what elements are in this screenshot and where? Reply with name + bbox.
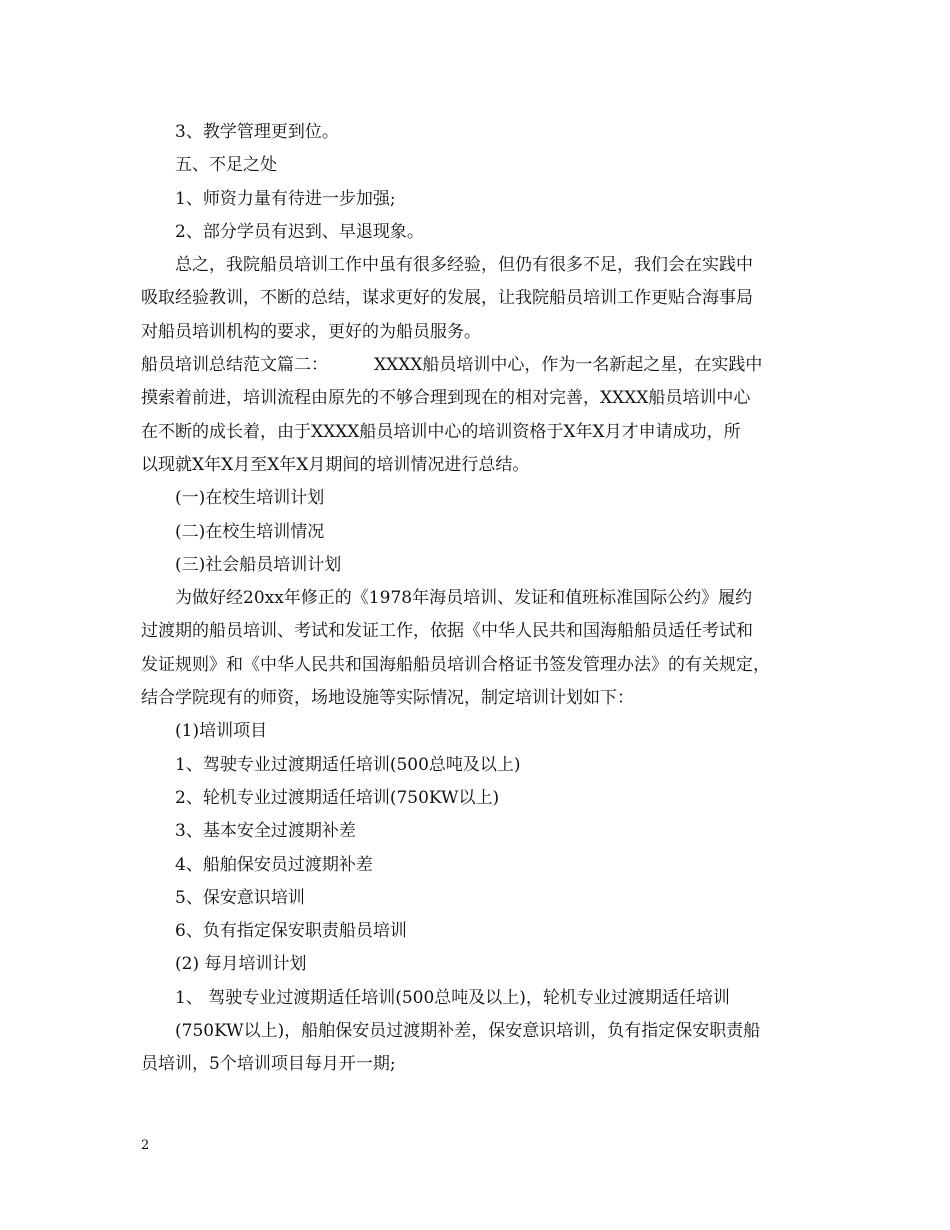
paragraph-line: 吸取经验教训，不断的总结，谋求更好的发展，让我院船员培训工作更贴合海事局 bbox=[141, 288, 753, 309]
list-item: 1、驾驶专业过渡期适任培训(500总吨及以上) bbox=[175, 754, 521, 775]
list-item: 4、船舶保安员过渡期补差 bbox=[175, 854, 373, 875]
paragraph-line bbox=[141, 349, 813, 382]
list-item: 1、师资力量有待进一步加强; bbox=[175, 188, 396, 209]
paragraph-line: 结合学院现有的师资，场地设施等实际情况，制定培训计划如下： bbox=[141, 688, 634, 709]
list-item: 2、轮机专业过渡期适任培训(750KW以上) bbox=[175, 787, 500, 808]
list-item: 5、保安意识培训 bbox=[175, 887, 305, 908]
list-item: 3、基本安全过渡期补差 bbox=[175, 821, 356, 842]
document-body bbox=[141, 116, 813, 1082]
list-item: 6、负有指定保安职责船员培训 bbox=[175, 921, 407, 942]
paragraph-line: 3、教学管理更到位。 bbox=[175, 122, 339, 142]
paragraph-line: (750KW以上)，船舶保安员过渡期补差，保安意识培训，负有指定保安职责船 bbox=[175, 1021, 761, 1042]
paragraph-line: 过渡期的船员培训、考试和发证工作，依据《中华人民共和国海船船员适任考试和 bbox=[141, 621, 753, 642]
list-item: 1、 驾驶专业过渡期适任培训(500总吨及以上)，轮机专业过渡期适任培训 bbox=[175, 987, 730, 1008]
paragraph-line: 以现就X年X月至X年X月期间的培训情况进行总结。 bbox=[141, 454, 530, 475]
paragraph-line: 摸索着前进，培训流程由原先的不够合理到现在的相对完善，XXXX船员培训中心 bbox=[141, 388, 751, 409]
paragraph-line: 发证规则》和《中华人民共和国海船船员培训合格证书签发管理办法》的有关规定， bbox=[141, 654, 770, 675]
article-heading: 船员培训总结范文篇二： bbox=[141, 355, 328, 376]
paragraph-line: 在不断的成长着，由于XXXX船员培训中心的培训资格于X年X月才申请成功，所 bbox=[141, 421, 741, 442]
subsection-heading: (二)在校生培训情况 bbox=[175, 521, 325, 542]
subsection-heading: (1)培训项目 bbox=[175, 721, 268, 742]
paragraph-line: 员培训，5个培训项目每月开一期; bbox=[141, 1054, 396, 1075]
section-heading: 五、不足之处 bbox=[175, 155, 277, 176]
subsection-heading: (2) 每月培训计划 bbox=[175, 954, 307, 975]
subsection-heading: (三)社会船员培训计划 bbox=[175, 554, 342, 575]
page-number: 2 bbox=[141, 1138, 150, 1153]
paragraph-line: 为做好经20xx年修正的《1978年海员培训、发证和值班标准国际公约》履约 bbox=[175, 588, 753, 609]
paragraph-line: 总之，我院船员培训工作中虽有很多经验，但仍有很多不足，我们会在实践中 bbox=[175, 255, 753, 276]
subsection-heading: (一)在校生培训计划 bbox=[175, 488, 325, 509]
list-item: 2、部分学员有迟到、早退现象。 bbox=[175, 221, 424, 242]
paragraph-text: XXXX船员培训中心，作为一名新起之星，在实践中 bbox=[374, 355, 763, 376]
paragraph-line: 对船员培训机构的要求，更好的为船员服务。 bbox=[141, 321, 481, 342]
